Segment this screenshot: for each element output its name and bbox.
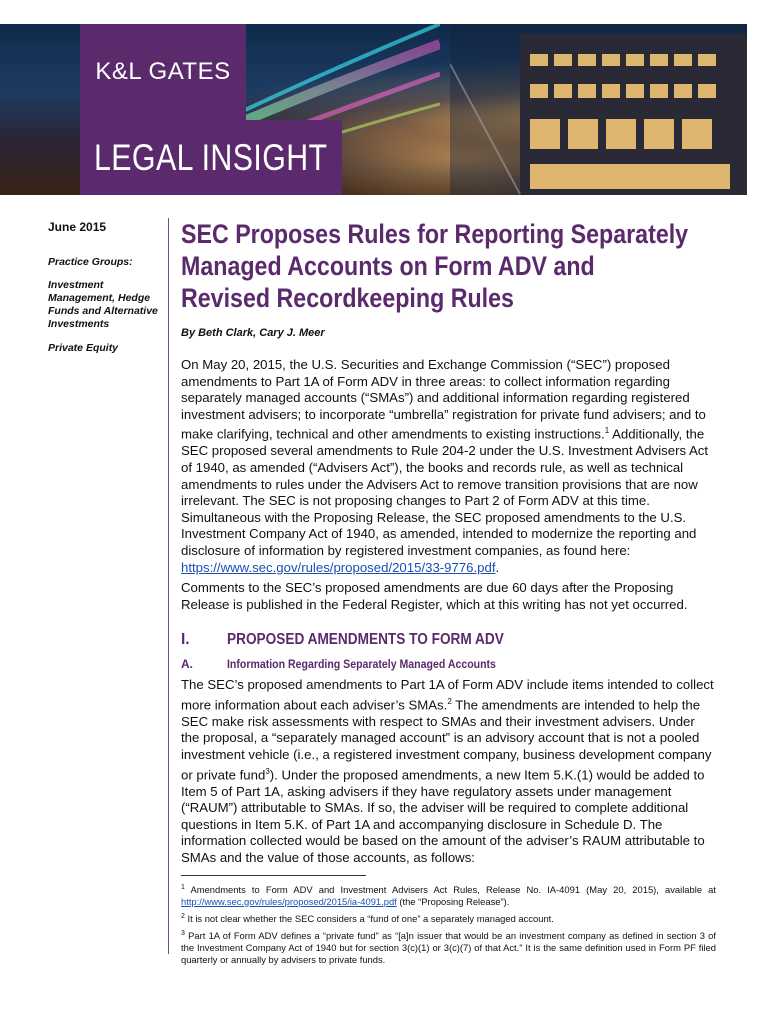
paragraph <box>181 677 716 866</box>
paragraph <box>181 357 716 576</box>
byline: By Beth Clark, Cary J. Meer <box>181 327 325 339</box>
column-divider <box>168 218 169 954</box>
logo-block <box>80 24 246 120</box>
footnote-text: It is not clear whether the SEC considers a “fund of one” a separately managed account. <box>184 912 554 924</box>
practice-group-item: Private Equity <box>48 342 119 354</box>
section-heading <box>181 631 716 649</box>
footnote-ref[interactable]: 2 <box>447 696 452 706</box>
header-banner <box>0 24 747 195</box>
section-title: PROPOSED AMENDMENTS TO FORM ADV <box>227 631 504 649</box>
practice-group-item: Investment Management, Hedge Funds and Alternative Investments <box>48 279 158 330</box>
paragraph: Comments to the SEC’s proposed amendments are due 60 days after the Proposing Release is published in the Federal Register, which at this writing has not yet occurred. <box>181 580 688 612</box>
sec-proposal-link[interactable]: https://www.sec.gov/rules/proposed/2015/33-9776.pdf <box>181 559 496 575</box>
sidebar <box>48 220 163 366</box>
proposing-release-link[interactable]: http://www.sec.gov/rules/proposed/2015/ia-4091.pdf <box>181 895 397 907</box>
section-number: I. <box>181 631 190 649</box>
article-body <box>181 218 716 969</box>
subsection-heading <box>181 657 716 671</box>
footnote <box>181 882 716 908</box>
publication-date: June 2015 <box>48 220 107 234</box>
publication-label-block <box>80 120 342 195</box>
firm-logo: K&L GATES <box>95 58 231 85</box>
footnote <box>181 911 716 925</box>
footnote-number: 1 <box>181 883 185 891</box>
practice-groups-label: Practice Groups: <box>48 256 133 268</box>
footnote-text: Amendments to Form ADV and Investment Advisers Act Rules, Release No. IA-4091 (May 20, 2015), available at <box>184 883 716 895</box>
paragraph-text: Additionally, the SEC proposed several amendments to Rule 204-2 under the U.S. Investment Advisers Act of 1940, as amended (“Advisers Act”), the books and records rule, as well as technical amendments to rules under the Advisers Act to remove transition provisions that are now irrelevant. The SEC is not proposing changes to Part 2 of Form ADV at this time. Simultaneous with the Proposing Release, the SEC proposed amendments to the U.S. Investment Company Act of 1940, as amended, intended to modernize the reporting and disclosure of information by registered investment companies, as found here: <box>181 426 709 558</box>
article-title: SEC Proposes Rules for Reporting Separately Managed Accounts on Form ADV and Revised Recordkeeping Rules <box>181 219 689 313</box>
footnote-text: Part 1A of Form ADV defines a “private fund” as “[a]n issuer that would be an investment company as defined in section 3 of the Investment Company Act of 1940 but for section 3(c)(1) or 3(c)(7) of that Act.” It is the same definition used in Form PF filed quarterly or annually by advisers to private funds. <box>181 929 716 965</box>
paragraph-text: The SEC’s proposed amendments to Part 1A of Form ADV include items intended to collect more information about each adviser’s SMAs. <box>181 677 714 713</box>
paragraph-text: . <box>495 559 500 575</box>
footnote-text: (the “Proposing Release”). <box>396 895 510 907</box>
footnote <box>181 928 716 966</box>
paragraph-text: ). Under the proposed amendments, a new Item 5.K.(1) would be added to Item 5 of Part 1A, asking advisers if they have regulatory assets under management (“RAUM”) attributable to SMAs. If so, the adviser will be required to complete additional questions in Item 5.K. of Part 1A and accompanying disclosure in Schedule D. The information collected would be based on the amount of the adviser’s RAUM attributable to SMAs and the value of those accounts, as follows: <box>181 767 705 866</box>
footnote-ref[interactable]: 1 <box>604 426 610 436</box>
footnote-number: 3 <box>181 929 185 937</box>
footnote-ref[interactable]: 3 <box>265 766 270 776</box>
subsection-number: A. <box>181 657 193 672</box>
footnote-divider <box>181 875 366 876</box>
footnote-number: 2 <box>181 912 185 920</box>
publication-label: LEGAL INSIGHT <box>94 136 328 178</box>
subsection-title: Information Regarding Separately Managed Accounts <box>227 657 496 672</box>
building-night-photo <box>450 24 747 195</box>
paragraph-text: On May 20, 2015, the U.S. Securities and Exchange Commission (“SEC”) proposed amendments to Part 1A of Form ADV in three areas: to collect information regarding separately managed accounts (“SMAs”) and additional information regarding registered investment advisers; to incorporate “umbrella” registration for private fund advisers; and to make clarifying, technical and other amendments to existing instructions. <box>181 357 706 442</box>
paragraph-text: The amendments are intended to help the SEC make risk assessments with respect to SMAs and their investment advisers. Under the proposal, a “separately managed account” is an advisory account that is not a pooled investment vehicle (i.e., a registered investment company, business development company or private fund <box>181 697 712 783</box>
